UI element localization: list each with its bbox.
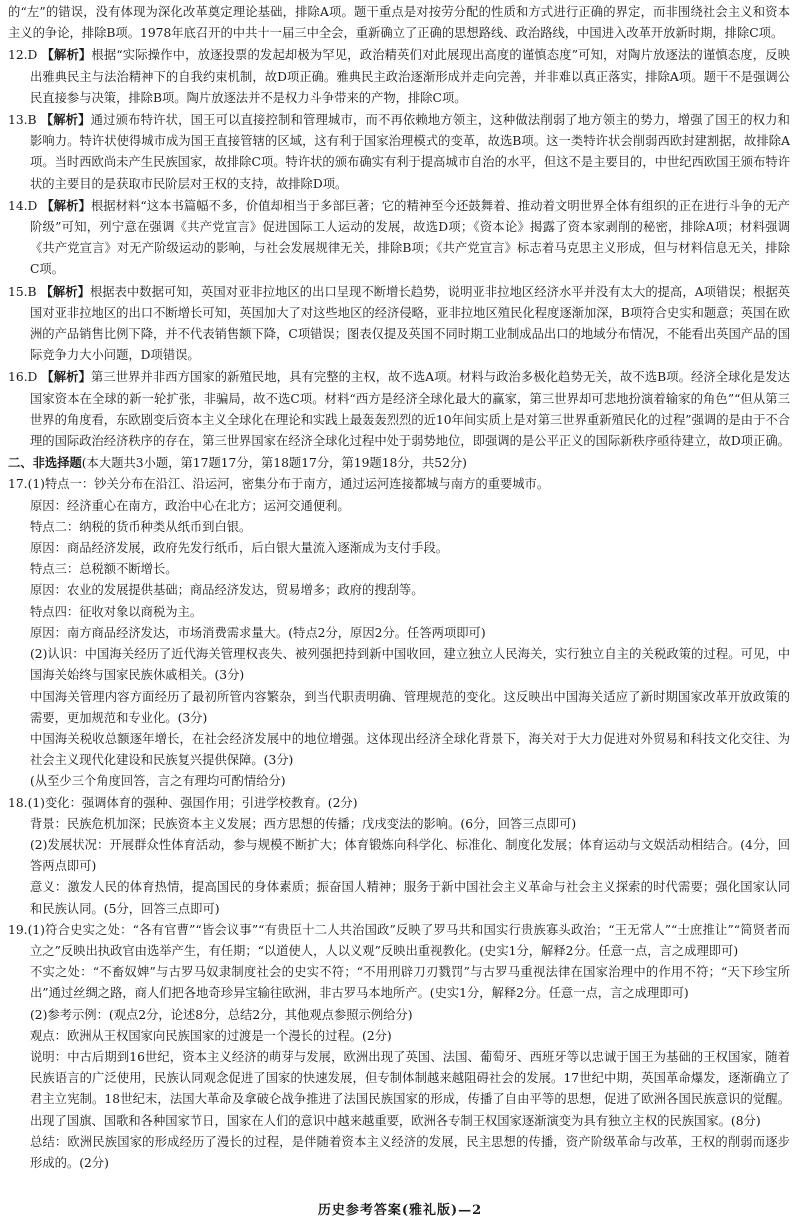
q17-line: 特点三：总税额不断增长。 xyxy=(30,562,178,577)
item-label: 16.D xyxy=(8,370,38,385)
q19-line: (2)参考示例：(观点2分，论述8分，总结2分，其他观点参照示例给分) xyxy=(30,1007,413,1022)
answer-item-12 xyxy=(8,44,790,109)
q19-text: (1)符合史实之处：“各有官曹”“皆会议事”“有贵臣十二人共治国政”反映了罗马共和国实行贵族寡头政治；“王无常人”“士庶推让”“简贤者而立之”反映出执政官由选举产生，有任期；“以道使人，人以义观”反映出重视教化。(史实1分，解释2分。任意一点，言之成理即可) xyxy=(27,922,790,958)
q19-line xyxy=(8,920,790,962)
q17-line: 特点四：征收对象以商税为主。 xyxy=(30,604,203,619)
answer-item-15 xyxy=(8,281,790,367)
q18-line xyxy=(8,793,790,814)
carry-over-paragraph: 的“左”的错误，没有体现为深化改革奠定理论基础，排除A项。题干重点是对按劳分配的性质和方式进行正确的界定，而非围绕社会主义和资本主义的争论，排除B项。1978年底召开的中共十一届三中全会，重新确立了正确的思想路线、政治路线，中国进入改革开放新时期，排除C项。 xyxy=(8,5,790,41)
analysis-tag: 【解析】 xyxy=(41,369,91,385)
q18-line: 背景：民族危机加深；民族资本主义发展；西方思想的传播；戊戌变法的影响。(6分，回答三点即可) xyxy=(30,816,577,831)
item-label: 13.B xyxy=(8,113,37,128)
q17-line: 原因：商品经济发展，政府先发行纸币，后白银大量流入逐渐成为支付手段。 xyxy=(30,541,449,556)
q18-text: (1)变化：强调体育的强种、强国作用；引进学校教育。(2分) xyxy=(27,795,358,810)
answer-item-16 xyxy=(8,366,790,452)
q17-line: 中国海关税收总额逐年增长，在社会经济发展中的地位增强。这体现出经济全球化背景下，海关对于大力促进对外贸易和科技文化交往、为社会主义现代化建设和民族复兴提供保障。(3分) xyxy=(30,731,790,768)
answer-item-13 xyxy=(8,109,790,195)
q17-line: 原因：南方商品经济发达，市场消费需求量大。(特点2分，原因2分。任答两项即可) xyxy=(30,625,486,640)
q19-label: 19. xyxy=(8,922,28,937)
q17-line: (从至少三个角度回答，言之有理均可酌情给分) xyxy=(30,774,286,789)
q17-line: 特点二：纳税的货币种类从纸币到白银。 xyxy=(30,519,252,534)
item-text: 根据“实际操作中，放逐投票的发起却极为罕见，政治精英们对此展现出高度的谨慎态度”可知，对陶片放逐法的谨慎态度，反映出雅典民主与法治精神下的自我约束机制，故D项正确。雅典民主政治逐渐形成并走向完善，并非难以真正落实，排除A项。题干不是强调公民直接参与决策，排除B项。陶片放逐法并不是权力斗争带来的产物，排除C项。 xyxy=(30,48,790,105)
q17-line: 原因：农业的发展提供基础；商品经济发达，贸易增多；政府的搜刮等。 xyxy=(30,583,424,598)
q19-line: 说明：中古后期到16世纪，资本主义经济的萌芽与发展，欧洲出现了英国、法国、葡萄牙、西班牙等以忠诚于国王为基础的王权国家，随着民族语言的广泛使用，民族认同观念促进了国家的快速发展，但专制体制越来越阻碍社会的发展。17世纪中期，英国革命爆发，逐渐确立了君主立宪制。18世纪末，法国大革命及拿破仑战争推进了法国民族国家的形成，传播了自由平等的思想，促进了欧洲各国民族意识的觉醒。出现了国旗、国歌和各种国家节日，国家在人们的意识中越来越重要，欧洲各专制王权国家逐渐演变为具有独立主权的民族国家。(8分) xyxy=(30,1049,790,1128)
document-body xyxy=(8,2,790,1174)
item-text: 通过颁布特许状，国王可以直接控制和管理城市，而不再依赖地方领主，这种做法削弱了地方领主的势力，增强了国王的权力和影响力。特许状使得城市成为国王直接管辖的区域，这有利于国家治理模式的变革，故选B项。这一类特许状会削弱西欧封建割据，故排除A项。当时西欧尚未产生民族国家，故排除C项。特许状的颁布确实有利于提高城市自治的水平，但这不是主要目的，中世纪西欧国王颁布特许状的主要目的是获取市民阶层对王权的支持，故排除D项。 xyxy=(30,113,790,191)
q18-line: (2)发展状况：开展群众性体育活动，参与规模不断扩大；体育锻炼向科学化、标准化、制度化发展；体育运动与文娱活动相结合。(4分，回答两点即可) xyxy=(30,837,790,874)
q17-line: 原因：经济重心在南方，政治中心在北方；运河交通便利。 xyxy=(30,498,350,513)
q17-line xyxy=(8,474,790,495)
q17-line: (2)认识：中国海关经历了近代海关管理权丧失、被列强把持到新中国收回，建立独立人民海关，实行独立自主的关税政策的过程。可见，中国海关始终与国家民族休戚相关。(3分) xyxy=(30,647,790,683)
analysis-tag: 【解析】 xyxy=(40,283,90,299)
answer-item-14 xyxy=(8,195,790,281)
analysis-tag: 【解析】 xyxy=(40,112,91,128)
item-text: 根据材料“这本书篇幅不多，价值却相当于多部巨著；它的精神至今还鼓舞着、推动着文明世界全体有组织的正在进行斗争的无产阶级”可知，列宁意在强调《共产党宣言》促进国际工人运动的发展，故选D项；《资本论》揭露了资本家剥削的秘密，排除A项；材料强调《共产党宣言》对无产阶级运动的影响，与社会发展规律无关，排除B项；《共产党宣言》标志着马克思主义形成，但与材料信息无关，排除C项。 xyxy=(30,198,790,277)
q17-text: (1)特点一：钞关分布在沿江、沿运河，密集分布于南方，通过运河连接都城与南方的重要城市。 xyxy=(27,477,550,492)
page-footer: 历史参考答案(雅礼版)—2 xyxy=(317,1203,483,1218)
q18-line: 意义：激发人民的体育热情，提高国民的身体素质；振奋国人精神；服务于新中国社会主义革命与社会主义探索的时代需要；强化国家认同和民族认同。(5分，回答三点即可) xyxy=(30,880,790,916)
analysis-tag: 【解析】 xyxy=(41,47,92,63)
q17-line: 中国海关管理内容方面经历了最初所管内容繁杂，到当代职责明确、管理规范的变化。这反映出中国海关适应了新时期国家改革开放政策的需要，更加规范和专业化。(3分) xyxy=(30,689,790,725)
q17-label: 17. xyxy=(8,477,28,492)
section-note: (本大题共3小题，第17题17分，第18题17分，第19题18分，共52分) xyxy=(81,456,467,471)
item-label: 12.D xyxy=(8,48,38,63)
q19-line: 总结：欧洲民族国家的形成经历了漫长的过程，是伴随着资本主义经济的发展，民主思想的传播，资产阶级革命与改革，王权的削弱而逐步形成的。(2分) xyxy=(30,1134,790,1170)
item-text: 根据表中数据可知，英国对亚非拉地区的出口呈现不断增长趋势，说明亚非拉地区经济水平并没有太大的提高，A项错误；根据英国对亚非拉地区的出口不断增长可知，英国加大了对这些地区的经济侵略，亚非拉地区殖民化程度逐渐加深，B项符合史实和题意；英国在欧洲的产品销售比例下降，并不代表销售额下降，C项错误；图表仅提及英国不同时期工业制成品出口的地域分布情况，不能看出英国产品的国际竞争力大小问题，D项错误。 xyxy=(30,284,790,363)
section-heading xyxy=(8,452,790,474)
q19-line: 观点：欧洲从王权国家向民族国家的过渡是一个漫长的过程。(2分) xyxy=(30,1028,392,1043)
analysis-tag: 【解析】 xyxy=(41,197,91,213)
section-title: 二、非选择题 xyxy=(8,455,82,471)
item-label: 15.B xyxy=(8,284,37,299)
q19-line: 不实之处：“不畜奴婢”与古罗马奴隶制度社会的史实不符；“不用刑辟刀刃戮罚”与古罗马重视法律在国家治理中的作用不符；“天下珍宝所出”通过丝绸之路，商人们把各地奇珍异宝输往欧洲，非古罗马本地所产。(史实1分，解释2分。任意一点，言之成理即可) xyxy=(30,965,790,1001)
q18-label: 18. xyxy=(8,795,28,810)
item-text: 第三世界并非西方国家的新殖民地，具有完整的主权，故不选A项。材料与政治多极化趋势无关，故不选B项。经济全球化是发达国家资本在全球的新一轮扩张，非骗局，故不选C项。材料“西方是经济全球化最大的赢家，第三世界却可悲地扮演着输家的角色”“但从第三世界的角度看，东欧剧变后资本主义全球化在理论和实践上最轰轰烈烈的近10年间实质上是对第三世界重新殖民化的过程”强调的是由于不合理的国际政治经济秩序的存在，第三世界国家在经济全球化过程中处于弱势地位，即强调的是公平正义的国际新秩序亟待建立，故D项正确。 xyxy=(30,370,790,449)
item-label: 14.D xyxy=(8,198,38,213)
